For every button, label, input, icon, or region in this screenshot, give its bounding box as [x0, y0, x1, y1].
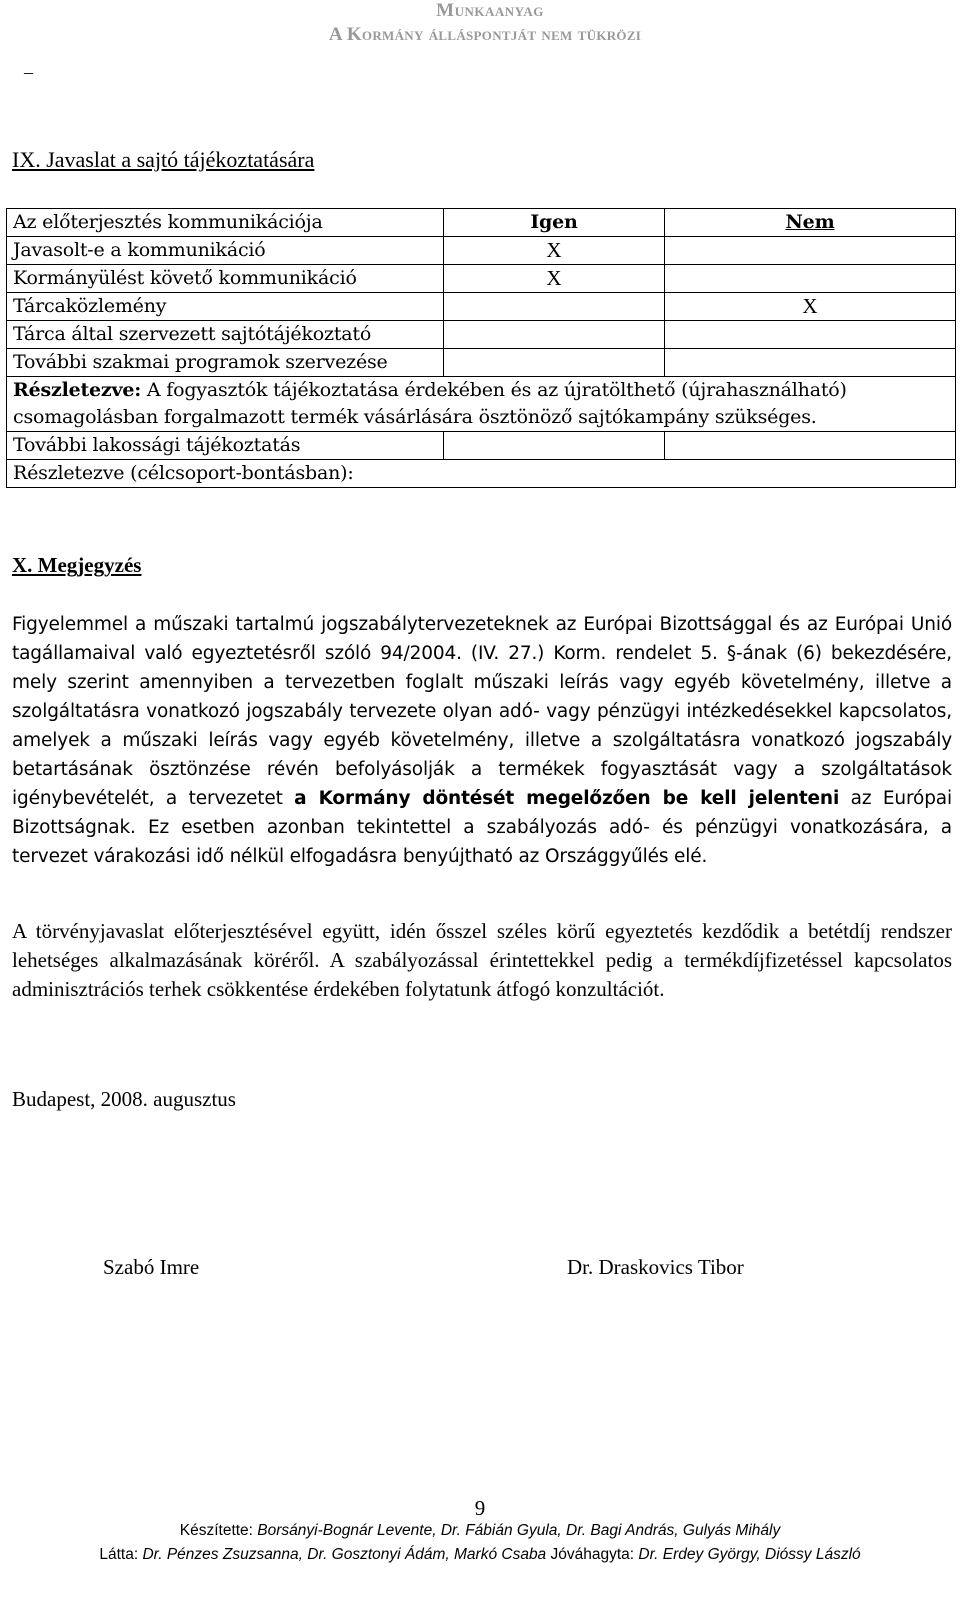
row-label: Részletezve (célcsoport-bontásban):	[7, 460, 956, 488]
table-row	[7, 460, 956, 488]
detail-cell	[7, 377, 956, 432]
table-header-row	[7, 209, 956, 237]
footer-seen-names: Dr. Pénzes Zsuzsanna, Dr. Gosztonyi Ádám, Markó Csaba	[142, 1546, 551, 1563]
footer-seen-approved	[0, 1546, 960, 1564]
page-number: 9	[474, 1496, 486, 1520]
igen-mark	[444, 349, 665, 377]
header-draft-label: Munkaanyag	[436, 0, 544, 21]
row-label: További szakmai programok szervezése	[7, 349, 444, 377]
note-paragraph-2: A törvényjavaslat előterjesztésével együtt, idén ősszel széles körű egyeztetés kezdődik a betétdíj rendszer lehetséges alkalmazásának köréről. A szabályozással érintettekkel pedig a termékdíjfizetéssel kapcsolatos adminisztrációs terhek csökkentése érdekében folytatunk átfogó konzultációt.	[12, 919, 952, 1001]
note-p1-bold: a Kormány döntését megelőzően be kell jelenteni	[294, 788, 840, 809]
header-disclaimer: A Kormány álláspontját nem tükrözi	[328, 24, 642, 45]
footer-approved-names: Dr. Erdey György, Dióssy László	[638, 1546, 861, 1563]
igen-mark: X	[444, 237, 665, 265]
igen-mark	[444, 293, 665, 321]
detail-text: A fogyasztók tájékoztatása érdekében és az újratölthető (újrahasználható) csomagolásban forgalmazott termék vásárlására ösztönöző sajtókampány szükséges.	[13, 379, 847, 428]
signature-right: Dr. Draskovics Tibor	[567, 1255, 744, 1279]
section-x-title: X. Megjegyzés	[12, 553, 142, 577]
footer-prepared-label: Készítette:	[179, 1522, 258, 1539]
place-date: Budapest, 2008. augusztus	[12, 1087, 236, 1111]
table-col-header: Az előterjesztés kommunikációja	[7, 209, 444, 237]
table-row	[7, 321, 956, 349]
table-row	[7, 432, 956, 460]
row-label: Tárca által szervezett sajtótájékoztató	[7, 321, 444, 349]
section-ix-title: IX. Javaslat a sajtó tájékoztatására	[12, 147, 315, 172]
nem-mark	[665, 321, 956, 349]
row-label: Kormányülést követő kommunikáció	[7, 265, 444, 293]
row-label: További lakossági tájékoztatás	[7, 432, 444, 460]
igen-header: Igen	[444, 209, 665, 237]
footer-seen-label: Látta:	[99, 1546, 143, 1563]
footer-approved-label: Jóváhagyta:	[550, 1546, 639, 1563]
header-dash: –	[24, 62, 33, 82]
nem-mark	[665, 265, 956, 293]
igen-mark	[444, 321, 665, 349]
row-label: Javasolt-e a kommunikáció	[7, 237, 444, 265]
nem-mark	[665, 237, 956, 265]
detail-label: Részletezve:	[13, 379, 142, 401]
table-row	[7, 265, 956, 293]
signature-left: Szabó Imre	[103, 1255, 200, 1279]
nem-header: Nem	[785, 211, 835, 233]
detail-row	[7, 377, 956, 432]
nem-mark	[665, 349, 956, 377]
note-p1-tail: az Európai Bizottságnak. Ez esetben azonban tekintettel a szabályozás adó- és pénzügyi vonatkozására, a tervezet várakozási idő nélkül elfogadásra benyújtható az Országgyűlés elé.	[12, 788, 952, 867]
communication-table	[6, 208, 956, 488]
nem-mark: X	[665, 293, 956, 321]
igen-mark: X	[444, 265, 665, 293]
note-paragraph-1	[12, 610, 952, 871]
table-row	[7, 349, 956, 377]
table-row	[7, 237, 956, 265]
row-label: Tárcaközlemény	[7, 293, 444, 321]
table-row	[7, 293, 956, 321]
footer-prepared-names: Borsányi-Bognár Levente, Dr. Fábián Gyula, Dr. Bagi András, Gulyás Mihály	[257, 1522, 781, 1539]
note-p1-text: Figyelemmel a műszaki tartalmú jogszabálytervezeteknek az Európai Bizottsággal és az Európai Unió tagállamaival való egyeztetésről szóló 94/2004. (IV. 27.) Korm. rendelet 5. §-ának (6) bekezdésére, mely szerint amennyiben a tervezetben foglalt műszaki leírás vagy egyéb követelmény, illetve a szolgáltatásra vonatkozó jogszabály tervezete olyan adó- vagy pénzügyi intézkedésekkel kapcsolatos, amelyek a műszaki leírás vagy egyéb követelmény, illetve a szolgáltatásra vonatkozó jogszabály betartásának ösztönzése révén befolyásolják a termékek fogyasztását vagy a szolgáltatások igénybevételét, a tervezetet	[12, 614, 952, 809]
footer-prepared	[0, 1522, 960, 1540]
